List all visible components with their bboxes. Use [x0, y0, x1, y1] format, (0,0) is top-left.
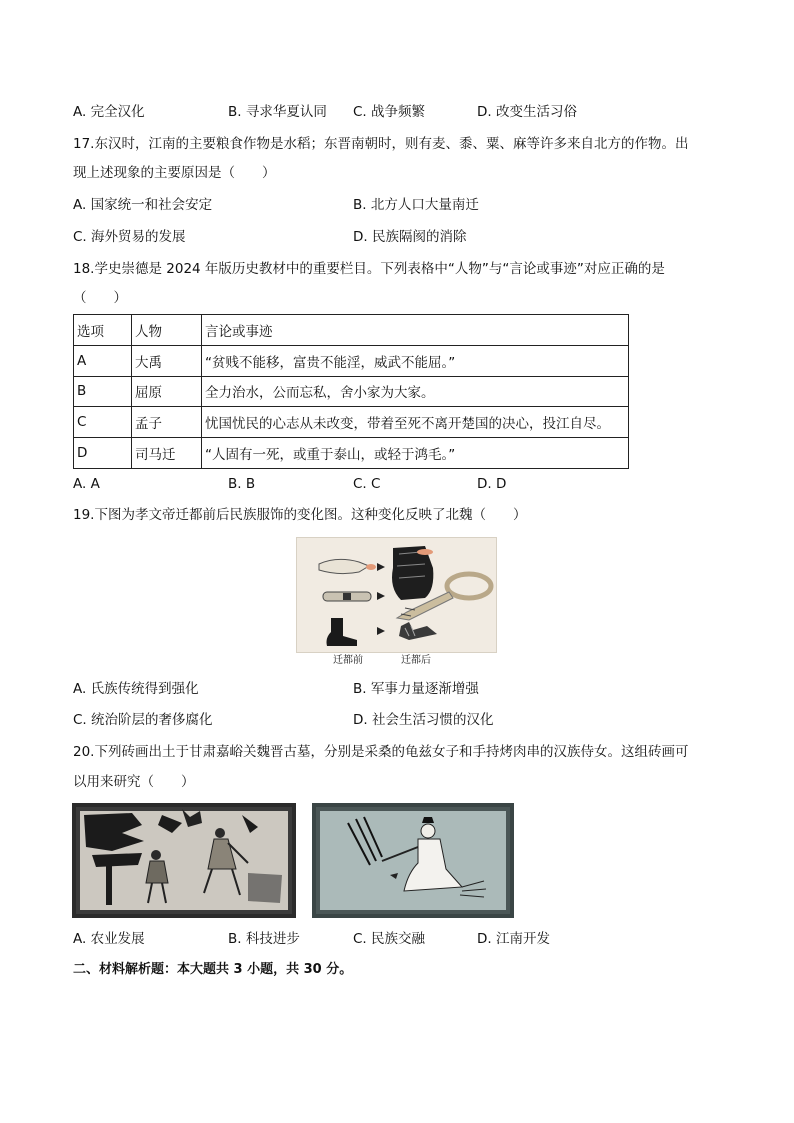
q20-option-d: D. 江南开发 [477, 931, 550, 947]
figure-caption-before: 迁都前 [333, 655, 363, 666]
table-cell: “贫贱不能移，富贵不能淫，威武不能屈。” [202, 345, 629, 376]
q17-stem-line2: 现上述现象的主要原因是（ ） [73, 165, 276, 181]
q19-option-d: D. 社会生活习惯的汉化 [353, 712, 494, 728]
q20-stem-line1: 20.下列砖画出土于甘肃嘉峪关魏晋古墓，分别是采桑的龟兹女子和手持烤肉串的汉族侍女。这组砖画可 [73, 744, 689, 760]
q17-option-a: A. 国家统一和社会安定 [73, 197, 213, 213]
table-cell: 大禹 [132, 345, 202, 376]
q18-stem-line1: 18.学史崇德是 2024 年版历史教材中的重要栏目。下列表格中“人物”与“言论或事迹”对应正确的是 [73, 261, 665, 277]
table-header-cell: 人物 [132, 315, 202, 346]
mulberry-picking-illustration [72, 803, 296, 918]
q18-stem-line2: （ ） [73, 290, 127, 306]
q19-option-b: B. 军事力量逐渐增强 [353, 681, 479, 697]
q17-option-b: B. 北方人口大量南迁 [353, 197, 479, 213]
q17-option-d: D. 民族隔阂的消除 [353, 229, 467, 245]
q20-option-a: A. 农业发展 [73, 931, 145, 947]
table-header-row [74, 315, 629, 346]
costume-change-figure [296, 537, 497, 653]
table-cell: A [74, 345, 132, 376]
table-row [74, 345, 629, 376]
table-row [74, 376, 629, 407]
table-cell: 司马迁 [132, 438, 202, 469]
q19-option-a: A. 氏族传统得到强化 [73, 681, 199, 697]
brick-painting-mulberry-picking [72, 803, 296, 918]
brick-painting-maid-with-skewers [312, 803, 514, 918]
table-row [74, 438, 629, 469]
q20-option-b: B. 科技进步 [228, 931, 300, 947]
table-cell: 孟子 [132, 407, 202, 438]
q16-option-d: D. 改变生活习俗 [477, 104, 577, 120]
figure-caption-after: 迁都后 [401, 655, 431, 666]
costume-change-illustration [297, 538, 498, 654]
q16-option-c: C. 战争频繁 [353, 104, 426, 120]
q19-option-c: C. 统治阶层的奢侈腐化 [73, 712, 213, 728]
table-row [74, 407, 629, 438]
q18-option-c: C. C [353, 476, 381, 492]
q16-option-b: B. 寻求华夏认同 [228, 104, 327, 120]
table-cell: B [74, 376, 132, 407]
table-cell: D [74, 438, 132, 469]
q18-table [73, 314, 629, 469]
table-header-cell: 言论或事迹 [202, 315, 629, 346]
table-cell: C [74, 407, 132, 438]
maid-with-skewers-illustration [312, 803, 514, 918]
q20-stem-line2: 以用来研究（ ） [73, 774, 195, 790]
table-cell: 全力治水，公而忘私，舍小家为大家。 [202, 376, 629, 407]
q16-option-a: A. 完全汉化 [73, 104, 145, 120]
table-header-cell: 选项 [74, 315, 132, 346]
q19-stem-line1: 19.下图为孝文帝迁都前后民族服饰的变化图。这种变化反映了北魏（ ） [73, 507, 527, 523]
q18-option-a: A. A [73, 476, 100, 492]
section-heading: 二、材料解析题：本大题共 3 小题，共 30 分。 [73, 962, 353, 977]
table-cell: 忧国忧民的心志从未改变，带着至死不离开楚国的决心，投江自尽。 [202, 407, 629, 438]
table-cell: “人固有一死，或重于泰山，或轻于鸿毛。” [202, 438, 629, 469]
q20-option-c: C. 民族交融 [353, 931, 426, 947]
table-cell: 屈原 [132, 376, 202, 407]
q18-option-b: B. B [228, 476, 256, 492]
q17-stem-line1: 17.东汉时，江南的主要粮食作物是水稻；东晋南朝时，则有麦、黍、粟、麻等许多来自北方的作物。出 [73, 136, 689, 152]
q17-option-c: C. 海外贸易的发展 [73, 229, 186, 245]
q18-option-d: D. D [477, 476, 507, 492]
